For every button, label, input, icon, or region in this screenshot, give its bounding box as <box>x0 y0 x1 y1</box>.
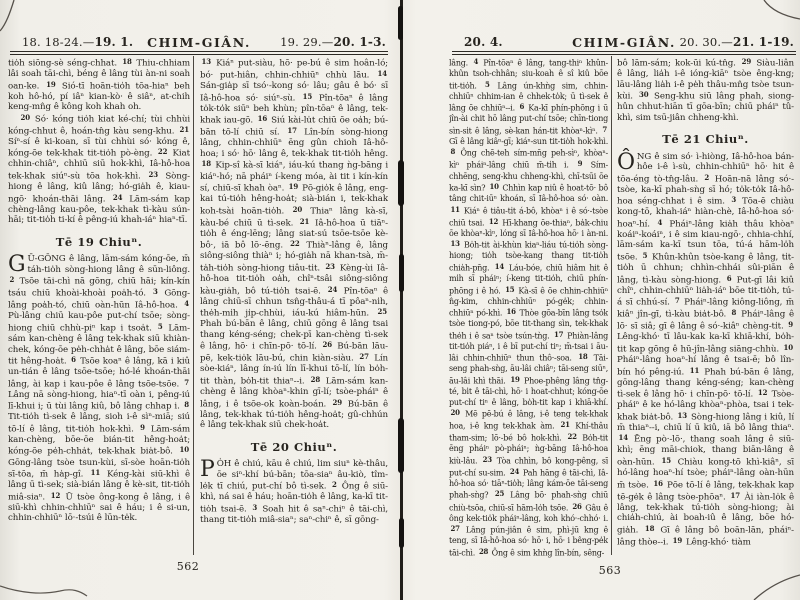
verse-number: 24 <box>112 192 123 202</box>
verse-number: 26 <box>572 501 582 511</box>
gutter-ink-mark <box>399 518 404 548</box>
verse-number: 2 <box>331 480 337 490</box>
verse-number: 20 <box>450 408 460 417</box>
verse-number: 4 <box>473 57 479 66</box>
verse-number: 10 <box>179 445 189 455</box>
verse-number: 3 <box>152 287 158 297</box>
verse-number: 16 <box>653 478 663 488</box>
verse-number: 8 <box>184 400 189 410</box>
verse-number: 22 <box>290 239 300 249</box>
verse-number: 19 <box>672 535 683 545</box>
verse-number: 3 <box>731 195 737 205</box>
verse-number: 29 <box>332 397 342 407</box>
verse-number: 14 <box>618 433 629 443</box>
chapter-heading: Tē 19 Chiuⁿ. <box>55 234 143 249</box>
verse-paragraph: tio̍h siōng-sè séng-chhat. 18 Thiu-chhiam lâi soah tāi-chì, béng ê lâng tùi àn-ni soah oan-ke. 19 Sió-tī hoān-tio̍h tōa-hiaⁿ beh koh hô-hó, pí iâⁿ kian-kò· ê siâⁿ, at-chih keng-mn̂g ê kông koh khah oh. <box>8 57 190 113</box>
header-rule-right-page <box>452 51 796 55</box>
verse-number: 27 <box>450 524 460 534</box>
page-number-left: 562 <box>176 560 200 573</box>
verse-number: 11 <box>450 204 460 214</box>
verse-number: 10 <box>489 182 499 192</box>
verse-number: 12 <box>757 388 768 398</box>
verse-number: 9 <box>577 159 583 169</box>
verse-number: 9 <box>140 422 145 432</box>
verse-number: 19 <box>510 374 520 384</box>
corner-curl-bottom-left <box>0 586 87 596</box>
verse-number: 15 <box>661 455 672 465</box>
verse-number: 15 <box>302 91 313 101</box>
verse-number: 5 <box>642 250 648 260</box>
chapter-opening-paragraph: PO̍H ê chiú, kāu ê chiú, lim siuⁿ kè-thâu, ōe siⁿ-khí bú-bān; tōa-siaⁿ âu-kiò, tîm-le̍k tī chiú, put-chí bô tì-sek. 2 Ông ê siū-khì, ná sai ê háu; hoān-tio̍h ê lâng, ka-kī tit-tio̍h tsai-ē. 3 Soah hit ê saⁿ-chiⁿ ê tāi-chì, thang tit-tio̍h miâ-siaⁿ; saⁿ-chiⁿ ê, sī gōng- <box>200 457 388 525</box>
verse-number: 5 <box>484 79 490 89</box>
verse-number: 7 <box>602 124 607 134</box>
corner-curl-top-left <box>0 0 14 31</box>
verse-number: 12 <box>488 216 499 226</box>
verse-number: 25 <box>494 489 505 499</box>
gutter-ink-mark <box>399 254 404 292</box>
verse-number: 14 <box>494 261 504 271</box>
verse-number: 17 <box>730 490 741 500</box>
verse-number: 24 <box>327 284 338 294</box>
verse-number: 21 <box>560 420 570 430</box>
verse-number: 23 <box>148 169 158 179</box>
running-header-left-page <box>10 35 388 50</box>
drop-cap-initial: Ô <box>617 149 635 175</box>
text-column-2 <box>200 57 388 558</box>
text-column-3 <box>449 57 608 558</box>
chapter-heading: Tē 20 Chiuⁿ. <box>250 439 338 454</box>
verse-paragraph: lâng. 4 Pîn-tōaⁿ ê lâng, tang-thiⁿ khûn-khûn tsoh-chhân; siu-koah ê sî kiû bōe tit-tio̍h. 5 Lâng ún-khǹg sim, chhin-chhiūⁿ chhim-ian ê chhek-to̍k; ū tì-sek ê lâng ōe chhiūⁿ--i. 6 Ka-kī phín-phōng i ū jîn-ài chit hō lâng put-chí tsōe; chīn-tiong sìn-si̍t ê lâng, sè-kan hán-tit khòaⁿ-kìⁿ. 7 Gī ê lâng kiâⁿ-gī; kiáⁿ-sun tit-tio̍h hok-khì. 8 Ông chē-teh sím-mn̄g peh-sìⁿ, khòaⁿ-kìⁿ pháiⁿ-lâng chiū m̄-ti̍h i. 9 Sím-chhēng, seng-khu chheng-khì, chī-tsūi ōe ka-kī sìn? 10 Chhìn kap niû ê hoat-tō· bô tâng chit-iūⁿ khoán, sī Iâ-hô-hoa só· oàn. 11 Kiáⁿ ê tiâu-ti̍t á-bô, khòaⁿ i ê só·-tsòe chiū tsai. 12 Hī-khang ōe-thiaⁿ, ba̍k-chiu ōe khòaⁿ-kìⁿ, lóng sī Iâ-hô-hoa hō· i àn-ni. 13 Bo̍h-tit ài-khùn kiaⁿ-liáu tú-tio̍h sòng-hiong; tio̍h tsòe-kang thang tit-tio̍h chia̍h-pn̄g. 14 Láu-bóe, chiū hiâm hit ê mi̍h sī pháiⁿ; í-keng tit-tio̍h, chiū phín-phōng i ê hó. 15 Kà-sī ê ōe chhin-chhiūⁿ n̂g-kim, chhin-chhiūⁿ pó-ge̍k; chhin-chhiūⁿ pó-khì. 16 Thòe gōa-bīn lâng tso̍k tsòe tiong-pó, bōe tit-thang sìn, tek-khak the̍h i ê saⁿ tsòe tsún-tǹg. 17 Phiàn-lâng tit-tio̍h piáⁿ, i ê bī put-chí tiⁿ; m̄-tsai i āu-lâi chhin-chhiūⁿ thun thô·-soa. 18 Tāi-seng phah-sǹg, āu-lâi chiâⁿ; tāi-seng siūⁿ, āu-lâi khì thāi. 19 Phoe-phêng lâng tn̂g-té, bi̍t ê tāi-chì, hō· i hoat-chhut; kóng-ōe put-chí tiⁿ ê lâng, bo̍h-tit kap i khiā-khí. 20 Mē pē-bú ê lâng, i-ê teng tek-khak hoa, i-ê kng tek-khak àm. 21 Khí-thâu tham-sim; lō·-bé bô hok-khì. 22 Bo̍h-tit ēng pháiⁿ pò-pháiⁿ; ǹg-bāng Iâ-hô-hoa kiù-lâu. 23 Tòa chhìn, bô kong-pêng, sī put-chí su-sim. 24 Pah hāng ê tāi-chì, Iâ-hô-hoa só· tiāⁿ-tio̍h; lâng kám-ōe tāi-seng phah-sǹg? 25 Lâng bō· phah-sǹg chiū chiù-tsōa, chiū-sī hām-lo̍h tsōe. 26 Gâu ê ông kek-tio̍k pháiⁿ-lâng, koh khó·-chhó· i. 27 Lâng pún-jiân ê sim, phì-jū kng ê teng, sī Iâ-hô-hoa só· hō· i, hō· i bêng-pe̍k tāi-chì. 28 Ông ê sim khǹg lîn-bín, sêng- <box>449 57 608 558</box>
verse-number: 28 <box>310 374 321 384</box>
verse-number: 6 <box>71 355 76 365</box>
page-number-right: 563 <box>598 564 622 577</box>
text-column-4 <box>617 57 794 558</box>
chapter-opening-paragraph: ÔNG ê sim só· ì-hiòng, Iâ-hô-hoa bán-hôe i-ê ì-sù, chhin-chhiūⁿ hō· hit ê tōa-éng tò-tn̂g-lâu. 2 Hoān-nā lâng só·-tsòe, ka-kī phah-sǹg sī hó; to̍k-to̍k Iâ-hô-hoa séng-chhat i ê sim. 3 Tōa-ē chiàu kong-tō, khah-iáⁿ hiàn-chè, Iâ-hô-hoa só· hoaⁿ-hí. 4 Pháiⁿ-lâng kia̍h thâu khòaⁿ koáiⁿ-koáiⁿ, i ê sim kiau-ngō·, chhia-chhí, lām-sám ka-kī tsun tōa, tú-á hām-lo̍h tsōe. 5 Khûn-khûn tsòe-kang ê lâng, ti̍t-tio̍h ū chhun; chhìn-chhái sûi-piān ê lâng, tì-kàu sòng-hiong. 6 Put-gī lâi kiû chîⁿ, chhin-chhiūⁿ lia̍h-iáⁿ bōe tit-tio̍h, tú-á sī chhú-sí. 7 Pháiⁿ-lâng kiông-liông, m̄ kiâⁿ jîn-gī, tì-kàu bia̍t-bô. 8 Pháiⁿ-lâng ê lō· sī siâ; gī ê lâng ê só·-kiâⁿ chèng-ti̍t. 9 Lêng-khó· tī lâu-kak ka-kī khiā-khí, bo̍h-tit kap gōng ê hū-jîn-lâng siāng-chhù. 10 Pháiⁿ-lâng hoaⁿ-hí lâng ê tsai-ē; bô lîn-bín hó pêng-iú. 11 Phah bú-bān ê lâng, gōng-lâng thang kéng-séng; kan-chèng tì-sek ê lâng hō· i chīn-pō· tō-lí. 12 Tsòe-pháiⁿ ê ke hó-lâng khòaⁿ-phòa, tsai i tek-khak bia̍t-bô. 13 Sòng-hiong lâng i kiû, lí m̄ thiaⁿ--i, chiū lí ū kiû, iā bô lâng thiaⁿ. 14 Ēng pò·-lō·, thang soah lâng ê siū-khì; ēng māi-chiok, thang biān-lâng ê oàn-hūn. 15 Chiàu kong-tō khì-kiâⁿ, sī hó-lâng hoaⁿ-hí tsòe; pháiⁿ-lâng oàn-hūn m̄ tsòe. 16 Pōe tō-lí ê lâng, tek-khak kap tē-ge̍k ê lâng tsòe-phōaⁿ. 17 Ài iàn-lo̍k ê lâng, tek-khak tú-tio̍h sòng-hiong; ài chia̍h-chiú, ài boah-iû ê lâng, bōe hó-gia̍h. 18 Gī ê lâng bô boān-lān, pháiⁿ-lâng thòe--i. 19 Lêng-khó· tiàm <box>617 149 794 548</box>
verse-number: 7 <box>674 296 680 306</box>
verse-number: 5 <box>157 321 163 331</box>
book-title: CHIM-GIÂN. <box>147 35 251 50</box>
drop-cap-initial: P <box>200 457 215 483</box>
verse-number: 11 <box>689 365 700 375</box>
verse-reference-right: 19. 29.—20. 1-3. <box>280 35 386 49</box>
verse-paragraph: bô lām-sám; kok-ūi kú-tn̂g. 29 Siàu-liân ê lâng, lia̍h i-ê ióng-kiāⁿ tsòe êng-kng; lāu-lâng lia̍h i-ê pe̍h thâu-mn̂g tsòe tsun-kùi. 30 Seng-khu siū lâng phah, siong-hûn chhut-hiān tī gōa-bīn; chiū pháiⁿ tû-khì, sim tsū-jiân chheng-khì. <box>617 57 794 123</box>
corner-curl-top-right <box>764 0 800 19</box>
verse-number: 6 <box>726 273 732 283</box>
verse-number: 2 <box>704 172 710 182</box>
verse-number: 10 <box>783 342 793 352</box>
verse-number: 8 <box>731 308 737 318</box>
verse-number: 11 <box>90 468 101 477</box>
verse-number: 20 <box>20 112 31 122</box>
verse-number: 25 <box>377 307 387 317</box>
verse-number: 26 <box>322 340 333 350</box>
gutter-ink-mark <box>398 6 403 40</box>
verse-number: 13 <box>677 410 688 420</box>
verse-number: 19 <box>288 182 299 192</box>
verse-number: 21 <box>179 124 189 134</box>
verse-number: 18 <box>122 57 132 66</box>
verse-reference-right: 20. 30.—21. 1-19. <box>679 35 794 49</box>
verse-number: 23 <box>482 454 492 464</box>
verse-number: 7 <box>184 377 189 387</box>
gutter-ink-mark <box>398 160 404 206</box>
header-rule-left-page <box>10 51 388 55</box>
verse-number: 3 <box>252 502 258 512</box>
verse-paragraph: 13 Kiáⁿ put-siàu, hō· pe-bú ê sim hoân-ló; bó· put-hiân, chhin-chhiūⁿ chhù lāu. 14 Sán-gia̍p sī tsó·-kong só· lâu; gâu ê bó· sī Iâ-hô-hoa só· siúⁿ-sù. 15 Pîn-tōaⁿ ê lâng to̍k-to̍k siūⁿ beh khùn; pîn-tōaⁿ ê lâng, tek-khak iau-gō. 16 Siú kài-lu̍t chiū ōe oa̍h; bú-bān tō-lí chiū sí. 17 Lîn-bín sòng-hiong lâng, chhin-chhiūⁿ ēng gûn chioh Iâ-hô-hoa; i só· hō· lâng ê, tek-khak tit-tio̍h hêng. 18 Kip-sî kà-sī kiáⁿ, iáu-kú thang ǹg-bāng i kiáⁿ-hó; nā pháiⁿ í-keng móa, ài tit i kín-kín sí, chiū-sī khah òaⁿ. 19 Pō-gio̍k ê lâng, eng-kai tú-tio̍h hêng-hoa̍t; sià-bián i, tek-khak koh-tsài hoān-tio̍h. 20 Thiaⁿ lâng kà-sī, kàu-bé chiū ū tì-sek. 21 Iâ-hô-hoa ū tiāⁿ-tio̍h ê éng-lēng; lâng siat-sú tsōe-tsōe kè-bô·, iā bô lō·-ēng. 22 Thiàⁿ-lâng ê, lâng siông-siông thiàⁿ i; hó-gia̍h nā khan-tsà, m̄-ta̍h-tio̍h sòng-hiong tiâu-ti̍t. 23 Kèng-ùi Iâ-hô-hoa tit-tio̍h oa̍h, chîⁿ-tsâi siông-siông kàu-gia̍h, bô tú-tio̍h tsai-ē. 24 Pîn-tōaⁿ ê lâng chiū-sī chhun tsn̂g-thâu-á tī pôaⁿ-ni̍h, the̍h-mi̍h ji̍p-chhùi, iáu-kú hiâm-hūn. 25 Phah bú-bān ê lâng, chiū gōng ê lâng tsai thang kéng-séng; chek-pī kan-chèng tì-sek ê lâng, hō· i chīn-pō· tō-lí. 26 Bú-bān lāu-pē, kek-tio̍k lāu-bú, chin kiàn-siàu. 27 Lín sòe-kiáⁿ, lâng ín-iú lín lī-khui tō-lí, lín bo̍h-tit thàn, bo̍h-tit thiaⁿ--i. 28 Lām-sám kan-chèng ê lâng khòaⁿ-khin gī-lí; tsòe-pháiⁿ ê lâng, i ê tsōe-ok koàn-boán. 29 Bú-bān ê lâng, tek-khak tú-tio̍h hêng-hoa̍t; gû-chhún ê lâng tek-khak siū chek-hoa̍t. <box>200 57 388 431</box>
verse-number: 18 <box>201 159 212 169</box>
verse-number: 18 <box>644 523 655 533</box>
verse-number: 19 <box>46 79 56 89</box>
verse-number: 14 <box>377 69 387 79</box>
verse-number: 6 <box>519 102 525 112</box>
book-title: CHIM-GIÂN. <box>572 35 676 50</box>
verse-number: 16 <box>257 114 268 124</box>
verse-number: 9 <box>788 320 793 330</box>
verse-number: 15 <box>505 284 515 294</box>
verse-number: 4 <box>657 217 663 227</box>
verse-number: 4 <box>184 299 189 309</box>
drop-cap-initial: G <box>8 252 26 278</box>
chapter-heading: Tē 21 Chiuⁿ. <box>662 132 749 147</box>
verse-number: 17 <box>287 126 297 136</box>
verse-paragraph: 20 Só· kóng tio̍h kiat ké-chí; tùi chhùi kóng-chhut ê, hoán-tn̂g kàu seng-khu. 21 Síⁿ-sí ê ki-koan, sī tùi chhùi só· kóng ê, kóng-ōe tek-khak tit-tio̍h pò-èng. 22 Kiat chhin-chiâⁿ, chhiū siū hok-khì, Iâ-hô-hoa tek-khak siúⁿ-sù tōa hok-khì. 23 Sòng-hiong ê lâng, kiû lâng; hó-gia̍h ê, kiau-ngō· khoán-thāi lâng. 24 Lām-sám kap chèng-lâng kau-pôe, tek-khak tì-kàu sún-hāi; tit-tio̍h ti-kí ê pêng-iú khah-iáⁿ hiaⁿ-tī. <box>8 112 190 226</box>
chapter-opening-paragraph: G Ū-GŌNG ê lâng, lām-sám kóng-ōe, m̄ táh-tio̍h sòng-hiong lâng ê sūn-liông. 2 Tsōe tāi-chì nā gōng, chiū hāi; kín-kín tsáu chiū khoài-khoài poa̍h-tó. 3 Gōng-lâng poa̍h-tó, chiū oàn-hūn Iâ-hô-hoa. 4 Pù-lâng chiū kau-pôe put-chí tsōe; sòng-hiong chiū chhù-piⁿ kap i tsoa̍t. 5 Lām-sám kan-chèng ê lâng tek-khak siū khiàn-chek, kóng-ōe pe̍h-chha̍t ê lâng, bōe siám-tit hêng-hoa̍t. 6 Tsōe koaⁿ ê lâng, kā i kiû un-tián ê lâng tsōe-tsōe; hó-lé khoán-thāi lâng, ài kap i kau-pôe ê lâng tsōe-tsōe. 7 Lâng nā sòng-hiong, hiaⁿ-tī oàn i, pêng-iú lī-khui i; ū tùi lâng kiû, bô lâng chhap i. 8 Tit-tio̍h tì-sek ê lâng, sioh i-ê sìⁿ-miā; siú tō-lí ê lâng, tit-tio̍h hok-khì. 9 Lām-sám kan-chèng, bōe-ōe bián-tit hêng-hoa̍t; kóng-ōe pe̍h-chha̍t, tek-khak bia̍t-bô. 10 Gōng-lâng tsòe tsun-kùi, sī-sòe hoān-tio̍h sī-tōa, m̄ ha̍p-gî. 11 Kéng-kài siū-khì ê lâng ū tì-sek; sià-bián lâng ê kè-sit, tit-tio̍h miâ-siaⁿ. 12 Ū tsòe ông-kong ê lâng, i ê siū-khì chhin-chhiūⁿ sai ê háu; i ê si-un, chhin-chhiūⁿ lō·-tsúi ê lūn-te̍k. <box>8 252 190 524</box>
text-column-1 <box>8 57 190 558</box>
verse-number: 22 <box>157 147 168 157</box>
verse-number: 8 <box>450 147 456 157</box>
gutter-ink-mark <box>398 418 404 473</box>
corner-curl-bottom-right <box>754 575 800 600</box>
verse-number: 18 <box>578 352 588 362</box>
verse-number: 24 <box>509 466 520 476</box>
verse-reference-left: 20. 4. <box>464 35 503 49</box>
running-header-right-page <box>452 35 796 50</box>
verse-number: 13 <box>201 57 212 66</box>
column-divider-rule <box>193 56 194 555</box>
column-divider-rule <box>611 56 612 555</box>
verse-number: 29 <box>741 57 752 66</box>
verse-number: 13 <box>450 239 460 249</box>
verse-number: 2 <box>9 275 15 285</box>
book-gutter-shadow <box>400 0 403 600</box>
verse-number: 30 <box>638 90 649 100</box>
verse-number: 23 <box>325 261 335 271</box>
verse-number: 22 <box>567 432 577 442</box>
verse-number: 17 <box>553 329 564 339</box>
verse-number: 21 <box>299 216 310 226</box>
verse-reference-left: 18. 18-24.—19. 1. <box>22 35 134 49</box>
verse-number: 20 <box>292 204 303 214</box>
verse-number: 28 <box>478 546 489 556</box>
verse-number: 27 <box>359 352 369 362</box>
verse-number: 16 <box>506 307 516 317</box>
verse-number: 12 <box>50 490 61 500</box>
